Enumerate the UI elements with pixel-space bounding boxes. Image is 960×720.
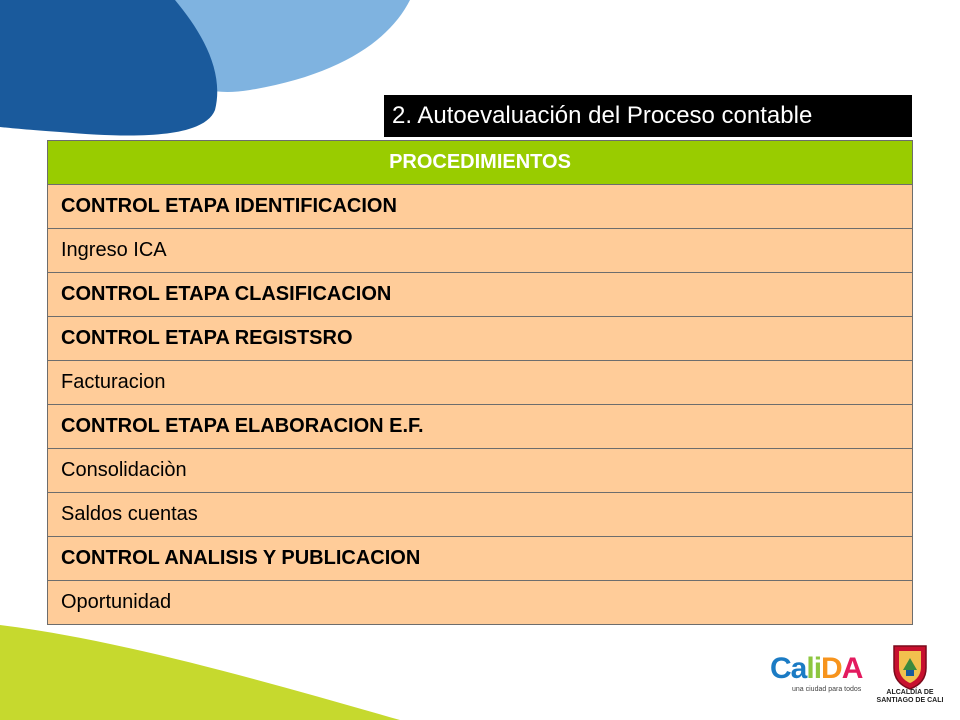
table-row bbox=[48, 493, 913, 537]
table-row bbox=[48, 317, 913, 361]
procedure-cell: Saldos cuentas bbox=[48, 493, 913, 537]
procedure-cell: CONTROL ETAPA CLASIFICACION bbox=[48, 273, 913, 317]
alcaldia-label: ALCALDÍA DE SANTIAGO DE CALI bbox=[876, 689, 944, 704]
table-body bbox=[48, 185, 913, 625]
table-row bbox=[48, 361, 913, 405]
procedure-cell: Facturacion bbox=[48, 361, 913, 405]
procedure-cell: CONTROL ANALISIS Y PUBLICACION bbox=[48, 537, 913, 581]
procedures-table bbox=[47, 140, 913, 625]
dark-blue-wave bbox=[0, 0, 217, 136]
table-row bbox=[48, 229, 913, 273]
green-wave bbox=[0, 625, 400, 720]
table-row bbox=[48, 449, 913, 493]
procedure-cell: Oportunidad bbox=[48, 581, 913, 625]
procedure-cell: CONTROL ETAPA REGISTSRO bbox=[48, 317, 913, 361]
table-row bbox=[48, 405, 913, 449]
footer-logos bbox=[770, 642, 950, 717]
table-row bbox=[48, 273, 913, 317]
calida-logo: CaliDA bbox=[770, 652, 863, 685]
slide-title: 2. Autoevaluación del Proceso contable bbox=[384, 95, 912, 137]
table-row bbox=[48, 581, 913, 625]
procedure-cell: CONTROL ETAPA ELABORACION E.F. bbox=[48, 405, 913, 449]
table-row bbox=[48, 537, 913, 581]
coat-of-arms-icon bbox=[890, 644, 930, 690]
procedure-cell: Ingreso ICA bbox=[48, 229, 913, 273]
table-row bbox=[48, 185, 913, 229]
table-header: PROCEDIMIENTOS bbox=[48, 141, 913, 185]
calida-tagline: una ciudad para todos bbox=[792, 686, 862, 693]
procedure-cell: Consolidaciòn bbox=[48, 449, 913, 493]
procedure-cell: CONTROL ETAPA IDENTIFICACION bbox=[48, 185, 913, 229]
table-header-row bbox=[48, 141, 913, 185]
